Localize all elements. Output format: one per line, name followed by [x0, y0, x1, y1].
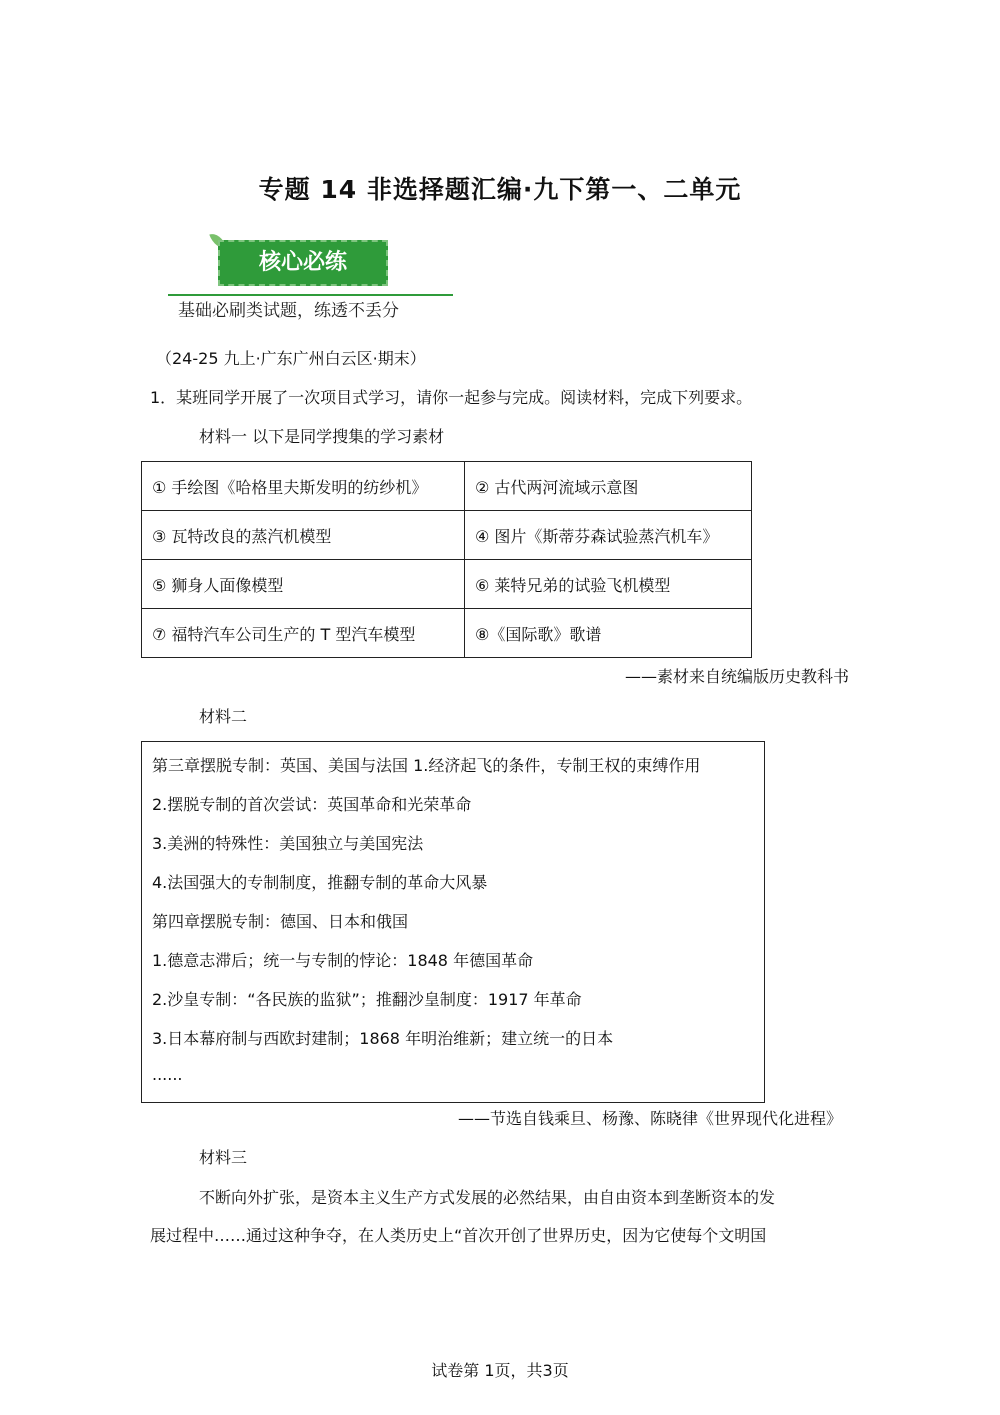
material3-heading: 材料三: [199, 1148, 248, 1167]
page-footer: 试卷第 1页，共3页: [431, 1361, 569, 1380]
table-cell: ⑦ 福特汽车公司生产的 T 型汽车模型: [142, 609, 465, 658]
table-cell: ④ 图片《斯蒂芬森试验蒸汽机车》: [465, 511, 752, 560]
list-item: 4.法国强大的专制制度，推翻专制的革命大风暴: [152, 873, 488, 892]
table-cell: ⑥ 莱特兄弟的试验飞机模型: [465, 560, 752, 609]
material1-source: ——素材来自统编版历史教科书: [624, 667, 849, 686]
question-text: 1．某班同学开展了一次项目式学习，请你一起参与完成。阅读材料，完成下列要求。: [150, 388, 753, 407]
source-tag: （24-25 九上·广东广州白云区·期末）: [156, 349, 426, 368]
list-item: 2.摆脱专制的首次尝试：英国革命和光荣革命: [152, 795, 472, 814]
material2-source: ——节选自钱乘旦、杨豫、陈晓律《世界现代化进程》: [457, 1109, 842, 1128]
list-item: 3.美洲的特殊性：美国独立与美国宪法: [152, 834, 424, 853]
table-row: [142, 462, 752, 511]
page-title: 专题 14 非选择题汇编·九下第一、二单元: [258, 175, 742, 204]
badge-label: 核心必练: [218, 240, 388, 286]
badge-subtitle: 基础必刷类试题，练透不丢分: [178, 301, 399, 321]
list-item: ......: [152, 1065, 183, 1084]
table-row: [142, 609, 752, 658]
table-cell: ② 古代两河流域示意图: [465, 462, 752, 511]
table-cell: ① 手绘图《哈格里夫斯发明的纺纱机》: [142, 462, 465, 511]
list-item: 第四章摆脱专制：德国、日本和俄国: [152, 912, 409, 931]
list-item: 2.沙皇专制：“各民族的监狱”；推翻沙皇制度：1917 年革命: [152, 990, 582, 1009]
table-cell: ⑧《国际歌》歌谱: [465, 609, 752, 658]
material2-heading: 材料二: [199, 707, 248, 726]
material3-line-1: 不断向外扩张，是资本主义生产方式发展的必然结果，由自由资本到垄断资本的发: [199, 1188, 776, 1207]
core-practice-badge: [168, 232, 458, 322]
list-item: 3.日本幕府制与西欧封建制；1868 年明治维新；建立统一的日本: [152, 1029, 614, 1048]
material1-table: [141, 461, 752, 658]
material2-box: [141, 741, 765, 1103]
list-item: 1.德意志滞后；统一与专制的悖论：1848 年德国革命: [152, 951, 534, 970]
table-row: [142, 511, 752, 560]
material1-heading: 材料一 以下是同学搜集的学习素材: [199, 427, 445, 446]
table-row: [142, 560, 752, 609]
table-cell: ⑤ 狮身人面像模型: [142, 560, 465, 609]
material3-line-2: 展过程中……通过这种争夺，在人类历史上“首次开创了世界历史，因为它使每个文明国: [150, 1226, 767, 1245]
table-cell: ③ 瓦特改良的蒸汽机模型: [142, 511, 465, 560]
list-item: 第三章摆脱专制：英国、美国与法国 1.经济起飞的条件，专制王权的束缚作用: [152, 756, 701, 775]
